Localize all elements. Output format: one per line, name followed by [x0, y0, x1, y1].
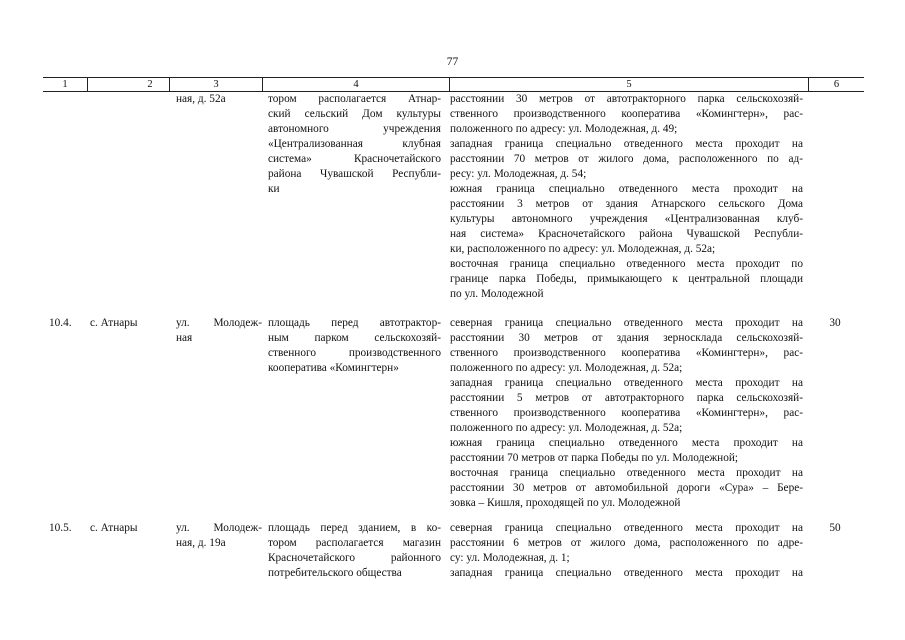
- row-2-boundaries: [450, 521, 803, 581]
- row-2-street-line: ная, д. 19а: [176, 537, 226, 549]
- header-col-3: 3: [213, 79, 219, 90]
- row-2-number: 10.5.: [49, 522, 72, 534]
- row-2-count: 50: [829, 522, 841, 534]
- row-0-boundary-line: расстоянии 70 метров от жилого дома, расположенного по ад-: [450, 153, 803, 165]
- row-2-boundary-line: северная граница специально отведенного места проходит на: [450, 522, 803, 534]
- row-1-boundary-line: ственного производственного кооператива «Комингтерн», рас-: [450, 407, 803, 419]
- row-0-street-line: ная, д. 52а: [176, 93, 226, 105]
- row-0-place: [268, 92, 441, 197]
- row-2-settlement: с. Атнары: [90, 522, 138, 534]
- row-1-boundary-line: расстоянии 30 метров от автомобильной дороги «Сура» – Бере-: [450, 482, 803, 494]
- row-1-place-line: ным парком сельскохозяй-: [268, 332, 441, 344]
- row-1-boundary-line: северная граница специально отведенного места проходит на: [450, 317, 803, 329]
- row-0-place-line: автономного учреждения: [268, 123, 441, 135]
- row-1-boundaries: [450, 316, 803, 511]
- row-1-boundary-line: расстоянии 70 метров от парка Победы по ул. Молодежной;: [450, 452, 739, 464]
- row-1-boundary-line: южная граница специально отведенного места проходит на: [450, 437, 803, 449]
- row-1-place-line: ственного производственного: [268, 347, 441, 359]
- row-2-street: [176, 521, 262, 551]
- row-0-boundary-line: расстоянии 3 метров от здания Атнарского сельского Дома: [450, 198, 803, 210]
- header-col-1: 1: [62, 79, 68, 90]
- row-2-place-line: Красночетайского районного: [268, 552, 441, 564]
- row-1-boundary-line: положенного по адресу: ул. Молодежная, д. 52а;: [450, 362, 683, 374]
- row-0-boundary-line: ная система» Красночетайского района Чувашской Республи-: [450, 228, 803, 240]
- row-0-boundary-line: границе парка Победы, примыкающего к центральной площади: [450, 273, 803, 285]
- row-2-place-line: тором располагается магазин: [268, 537, 441, 549]
- row-2-street-line: ул. Молодеж-: [176, 522, 262, 534]
- header-col-6: 6: [833, 79, 840, 90]
- row-1-boundary-line: западная граница специально отведенного места проходит на: [450, 377, 803, 389]
- row-1-boundary-line: расстоянии 5 метров от автотракторного парка сельскохозяй-: [450, 392, 803, 404]
- row-0-place-line: района Чувашской Республи-: [268, 168, 441, 180]
- row-0-place-line: ский сельский Дом культуры: [268, 108, 441, 120]
- row-1-street: [176, 316, 262, 346]
- row-0-boundary-line: расстоянии 30 метров от автотракторного парка сельскохозяй-: [450, 93, 803, 105]
- row-2-place-line: площадь перед зданием, в ко-: [268, 522, 441, 534]
- row-2-boundary-line: расстоянии 6 метров от жилого дома, расположенного по адре-: [450, 537, 803, 549]
- row-2-place: [268, 521, 441, 581]
- row-1-number: 10.4.: [49, 317, 72, 329]
- row-1-street-line: ная: [176, 332, 193, 344]
- table-header: [43, 77, 864, 92]
- row-0-boundary-line: ресу: ул. Молодежная, д. 54;: [450, 168, 587, 180]
- row-1-boundary-line: положенного по адресу: ул. Молодежная, д. 52а;: [450, 422, 683, 434]
- row-0-boundary-line: культуры автономного учреждения «Централизованная клуб-: [450, 213, 803, 225]
- row-1-boundary-line: восточная граница специально отведенного места проходит на: [450, 467, 803, 479]
- row-1-place-line: площадь перед автотрактор-: [268, 317, 441, 329]
- row-1-boundary-line: зовка – Кишля, проходящей по ул. Молодежной: [450, 497, 681, 509]
- row-0-boundary-line: южная граница специально отведенного места проходит на: [450, 183, 803, 195]
- row-1-place-line: кооператива «Комингтерн»: [268, 362, 399, 374]
- row-1-street-line: ул. Молодеж-: [176, 317, 262, 329]
- row-2-place-line: потребительского общества: [268, 567, 402, 579]
- row-0-boundaries: [450, 92, 803, 302]
- row-0-boundary-line: положенного по адресу: ул. Молодежная, д. 49;: [450, 123, 678, 135]
- header-col-2: 2: [147, 79, 153, 90]
- row-1-count: 30: [829, 317, 841, 329]
- page-number: 77: [446, 56, 459, 68]
- row-0-boundary-line: ственного производственного кооператива «Комингтерн», рас-: [450, 108, 803, 120]
- row-1-settlement: с. Атнары: [90, 317, 138, 329]
- row-0-boundary-line: ки, расположенного по адресу: ул. Молодежная, д. 52а;: [450, 243, 716, 255]
- row-2-boundary-line: су: ул. Молодежная, д. 1;: [450, 552, 570, 564]
- row-0-boundary-line: по ул. Молодежной: [450, 288, 544, 300]
- row-1-boundary-line: расстоянии 30 метров от здания зерносклада сельскохозяй-: [450, 332, 803, 344]
- row-0-street: [176, 92, 262, 107]
- header-col-4: 4: [353, 79, 359, 90]
- row-1-boundary-line: ственного производственного кооператива «Комингтерн», рас-: [450, 347, 803, 359]
- row-2-boundary-line: западная граница специально отведенного места проходит на: [450, 567, 803, 579]
- row-1-place: [268, 316, 441, 376]
- row-0-place-line: система» Красночетайского: [268, 153, 441, 165]
- row-0-boundary-line: восточная граница специально отведенного места проходит по: [450, 258, 803, 270]
- row-0-place-line: «Централизованная клубная: [268, 138, 441, 150]
- header-col-5: 5: [626, 79, 632, 90]
- row-0-place-line: ки: [268, 183, 280, 195]
- row-0-place-line: тором располагается Атнар-: [268, 93, 441, 105]
- row-0-boundary-line: западная граница специально отведенного места проходит на: [450, 138, 803, 150]
